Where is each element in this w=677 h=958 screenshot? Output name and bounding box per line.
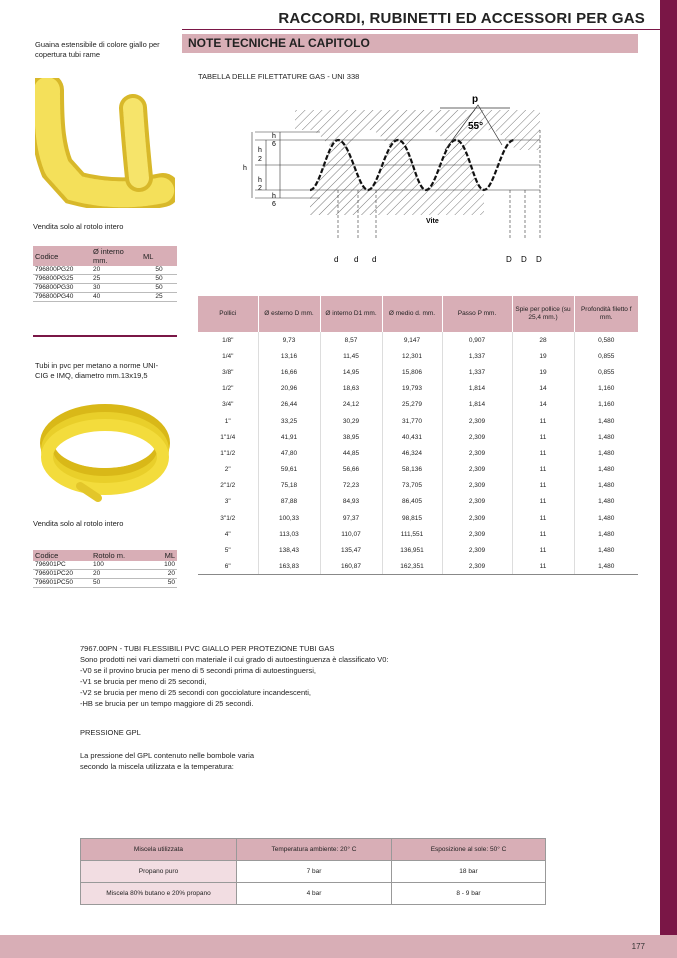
- table-row: [198, 559, 638, 575]
- page-title: RACCORDI, RUBINETTI ED ACCESSORI PER GAS: [278, 10, 645, 27]
- cell: 163,83: [258, 559, 320, 575]
- cell: 11: [512, 429, 574, 445]
- cell: 3"1/2: [220, 514, 236, 522]
- cell: 2,309: [442, 494, 512, 510]
- cell: 20: [91, 570, 147, 579]
- cell: 1/2": [222, 385, 234, 393]
- cell: 11: [512, 445, 574, 461]
- angle-label: 55°: [468, 121, 484, 132]
- cell: 796800PG20: [33, 266, 91, 275]
- d-label: d: [334, 255, 339, 264]
- cell: 1,337: [442, 348, 512, 364]
- cell: 20: [147, 570, 177, 579]
- pressure-line: secondo la miscela utilizzata e la temperatura:: [80, 762, 234, 771]
- header-divider: [182, 29, 660, 30]
- cell: 33,25: [258, 413, 320, 429]
- cell: 138,43: [258, 542, 320, 558]
- pvc-title: 7967.00PN - TUBI FLESSIBILI PVC GIALLO PER PROTEZIONE TUBI GAS: [80, 644, 335, 653]
- cell: 72,23: [320, 478, 382, 494]
- cell: 4": [224, 530, 231, 538]
- cell: 98,815: [382, 510, 442, 526]
- cell: 14: [512, 397, 574, 413]
- table-row: [198, 494, 638, 510]
- cell: 8,57: [320, 332, 382, 348]
- product2-table: [33, 550, 177, 588]
- cell: 1,480: [574, 478, 638, 494]
- cell: 2,309: [442, 526, 512, 542]
- product2-note: Vendita solo al rotolo intero: [33, 519, 124, 528]
- section-banner: [182, 34, 638, 53]
- cell: 162,351: [382, 559, 442, 575]
- table-row: [33, 579, 177, 588]
- cell: 796901PC20: [33, 570, 91, 579]
- table-row: [198, 364, 638, 380]
- cell: 1,480: [574, 494, 638, 510]
- pressure-intro: [80, 750, 254, 772]
- h-sixth-label: h: [272, 133, 276, 140]
- cell: 25: [141, 293, 177, 302]
- cell: 11: [512, 526, 574, 542]
- cell: 110,07: [320, 526, 382, 542]
- cell: 46,324: [382, 445, 442, 461]
- footer-band: [0, 935, 677, 958]
- pitch-label: p: [472, 94, 479, 105]
- d2-label: d: [372, 255, 377, 264]
- pvc-notes: [80, 643, 520, 709]
- section-separator: [33, 335, 177, 337]
- table-row: [33, 570, 177, 579]
- D-label: D: [506, 255, 512, 264]
- cell: 19,793: [382, 381, 442, 397]
- col-header: Rotolo m.: [91, 550, 147, 561]
- h-half-label: h: [258, 147, 262, 154]
- cell: 6": [198, 559, 258, 575]
- cell: 1/4": [222, 352, 234, 360]
- section-title: NOTE TECNICHE AL CAPITOLO: [188, 36, 370, 50]
- pressure-title: PRESSIONE GPL: [80, 728, 141, 737]
- cell: 1,480: [574, 462, 638, 478]
- cell: 11: [512, 510, 574, 526]
- cell: 50: [141, 284, 177, 293]
- cell: 3/4": [222, 401, 234, 409]
- cell: 20: [91, 266, 141, 275]
- col-header: Ø interno mm.: [91, 246, 141, 266]
- cell: 11,45: [320, 348, 382, 364]
- table-row: [198, 397, 638, 413]
- col-header: Codice: [33, 246, 91, 266]
- cell: 40,431: [382, 429, 442, 445]
- thread-profile-diagram: [240, 90, 555, 270]
- cell: Propano puro: [81, 861, 237, 883]
- product2-description: Tubi in pvc per metano a norme UNI-CIG e IMQ, diametro mm.13x19,5: [35, 361, 159, 380]
- cell: 1,337: [442, 364, 512, 380]
- col-header: Miscela utilizzata: [81, 839, 237, 861]
- col-header: Esposizione al sole: 50° C: [392, 839, 546, 861]
- cell: 2"1/2: [220, 482, 236, 490]
- gpl-pressure-table: [80, 838, 546, 905]
- table-row: [198, 510, 638, 526]
- cell: 1/8": [222, 336, 234, 344]
- cell: 0,855: [574, 348, 638, 364]
- cell: 3": [224, 498, 231, 506]
- cell: 796800PG30: [33, 284, 91, 293]
- table-row: [81, 883, 546, 905]
- cell: 100,33: [258, 510, 320, 526]
- h-half-label: h: [258, 177, 262, 184]
- col-header: Codice: [33, 550, 91, 561]
- cell: 50: [91, 579, 147, 588]
- cell: 56,66: [320, 462, 382, 478]
- pvc-line: -HB se brucia per un tempo maggiore di 25 secondi.: [80, 699, 254, 708]
- table-row: [198, 478, 638, 494]
- cell: 14: [512, 381, 574, 397]
- cell: 5": [224, 547, 231, 555]
- cell: 31,770: [382, 413, 442, 429]
- cell: 3/8": [222, 368, 234, 376]
- cell: 14,95: [320, 364, 382, 380]
- cell: 40: [91, 293, 141, 302]
- cell: 25,279: [382, 397, 442, 413]
- cell: 1,480: [574, 542, 638, 558]
- cell: 11: [512, 542, 574, 558]
- cell: 11: [512, 462, 574, 478]
- cell: 1,480: [574, 526, 638, 542]
- cell: 160,87: [320, 559, 382, 575]
- cell: 47,80: [258, 445, 320, 461]
- pvc-line: -V2 se brucia per meno di 25 secondi con gocciolature incandescenti,: [80, 688, 311, 697]
- cell: 1": [224, 417, 231, 425]
- col-header: Passo P mm.: [442, 296, 512, 332]
- table-row: [33, 284, 177, 293]
- cell: 100: [147, 561, 177, 570]
- cell: 50: [147, 579, 177, 588]
- cell: 0,580: [574, 332, 638, 348]
- cell: 2,309: [442, 478, 512, 494]
- col-header: Spie per pollice (su 25,4 mm.): [512, 296, 574, 332]
- pressure-line: La pressione del GPL contenuto nelle bombole varia: [80, 751, 255, 760]
- cell: 86,405: [382, 494, 442, 510]
- product1-note: Vendita solo al rotolo intero: [33, 222, 124, 231]
- cell: 38,95: [320, 429, 382, 445]
- thread-table-title: TABELLA DELLE FILETTATURE GAS - UNI 338: [198, 72, 360, 81]
- cell: 28: [512, 332, 574, 348]
- page-number: 177: [631, 942, 645, 951]
- col-header: Profondità filetto f mm.: [574, 296, 638, 332]
- cell: 7 bar: [237, 861, 392, 883]
- col-header: Temperatura ambiente: 20° C: [237, 839, 392, 861]
- col-header: Ø medio d. mm.: [382, 296, 442, 332]
- table-row: [198, 526, 638, 542]
- h-label: h: [243, 165, 247, 172]
- cell: 2": [224, 466, 231, 474]
- col-header: Ø esterno D mm.: [258, 296, 320, 332]
- cell: 30: [91, 284, 141, 293]
- table-row: [198, 445, 638, 461]
- cell: 2,309: [442, 445, 512, 461]
- table-row: [33, 266, 177, 275]
- cell: 97,37: [320, 510, 382, 526]
- table-row: [81, 861, 546, 883]
- cell: 19: [512, 348, 574, 364]
- cell: 11: [512, 559, 574, 575]
- cell: 15,806: [382, 364, 442, 380]
- cell: 113,03: [258, 526, 320, 542]
- cell: 111,551: [382, 526, 442, 542]
- pvc-line: -V0 se il provino brucia per meno di 5 secondi prima di autoestinguersi,: [80, 666, 316, 675]
- cell: 796800PG40: [33, 293, 91, 302]
- cell: 1,480: [574, 445, 638, 461]
- cell: 1,480: [574, 413, 638, 429]
- pvc-line: Sono prodotti nei vari diametri con materiale il cui grado di autoestinguenza è classificato V0:: [80, 655, 389, 664]
- table-row: [33, 275, 177, 284]
- cell: 2,309: [442, 559, 512, 575]
- D1-label: D: [521, 255, 527, 264]
- cell: 13,16: [258, 348, 320, 364]
- cell: 75,18: [258, 478, 320, 494]
- cell: 1,814: [442, 381, 512, 397]
- pvc-line: -V1 se brucia per meno di 25 secondi,: [80, 677, 207, 686]
- cell: 2,309: [442, 542, 512, 558]
- col-header: Ø interno D1 mm.: [320, 296, 382, 332]
- d1-label: d: [354, 255, 359, 264]
- h-half-divisor: 2: [258, 156, 262, 163]
- table-row: [198, 413, 638, 429]
- table-row: [198, 332, 638, 348]
- cell: 18 bar: [392, 861, 546, 883]
- cell: 8 - 9 bar: [392, 883, 546, 905]
- cell: 2,309: [442, 413, 512, 429]
- cell: 58,136: [382, 462, 442, 478]
- screw-label: Vite: [426, 218, 439, 225]
- table-row: [33, 293, 177, 302]
- cell: 1"1/4: [220, 433, 236, 441]
- cell: 20,96: [258, 381, 320, 397]
- cell: 1,480: [574, 510, 638, 526]
- cell: 1,480: [574, 429, 638, 445]
- cell: 1,814: [442, 397, 512, 413]
- cell: 1,160: [574, 381, 638, 397]
- cell: 796800PG25: [33, 275, 91, 284]
- cell: 50: [141, 266, 177, 275]
- D2-label: D: [536, 255, 542, 264]
- cell: Miscela 80% butano e 20% propano: [81, 883, 237, 905]
- cell: 59,61: [258, 462, 320, 478]
- cell: 0,907: [442, 332, 512, 348]
- cell: 135,47: [320, 542, 382, 558]
- cell: 2,309: [442, 510, 512, 526]
- cell: 1,160: [574, 397, 638, 413]
- cell: 50: [141, 275, 177, 284]
- cell: 26,44: [258, 397, 320, 413]
- cell: 136,951: [382, 542, 442, 558]
- cell: 9,147: [382, 332, 442, 348]
- cell: 18,63: [320, 381, 382, 397]
- cell: 19: [512, 364, 574, 380]
- cell: 2,309: [442, 429, 512, 445]
- table-row: [198, 462, 638, 478]
- table-row: [198, 348, 638, 364]
- cell: 12,301: [382, 348, 442, 364]
- cell: 11: [512, 494, 574, 510]
- yellow-pvc-coil-photo: [40, 398, 170, 508]
- cell: 25: [91, 275, 141, 284]
- cell: 796901PC: [33, 561, 91, 570]
- cell: 9,73: [258, 332, 320, 348]
- cell: 73,705: [382, 478, 442, 494]
- cell: 41,91: [258, 429, 320, 445]
- table-row: [198, 542, 638, 558]
- h-sixth-divisor: 6: [272, 201, 276, 208]
- cell: 4 bar: [237, 883, 392, 905]
- h-sixth-label: h: [272, 193, 276, 200]
- cell: 11: [512, 478, 574, 494]
- cell: 796901PC50: [33, 579, 91, 588]
- h-sixth-divisor: 6: [272, 141, 276, 148]
- product1-description: Guaina estensibile di colore giallo per copertura tubi rame: [35, 40, 160, 59]
- cell: 1,480: [574, 559, 638, 575]
- cell: 24,12: [320, 397, 382, 413]
- cell: 84,93: [320, 494, 382, 510]
- cell: 11: [512, 413, 574, 429]
- side-accent-bar: [660, 0, 677, 958]
- gas-thread-table: [198, 296, 638, 575]
- yellow-sheath-photo: [35, 78, 175, 208]
- table-row: [33, 561, 177, 570]
- table-row: [198, 429, 638, 445]
- cell: 100: [91, 561, 147, 570]
- h-half-divisor: 2: [258, 185, 262, 192]
- table-row: [198, 381, 638, 397]
- cell: 44,85: [320, 445, 382, 461]
- col-header: ML: [141, 246, 177, 266]
- cell: 1"1/2: [220, 449, 236, 457]
- cell: 87,88: [258, 494, 320, 510]
- col-header: Pollici: [198, 296, 258, 332]
- cell: 30,29: [320, 413, 382, 429]
- col-header: ML: [147, 550, 177, 561]
- cell: 0,855: [574, 364, 638, 380]
- product1-table: [33, 246, 177, 302]
- cell: 16,66: [258, 364, 320, 380]
- cell: 2,309: [442, 462, 512, 478]
